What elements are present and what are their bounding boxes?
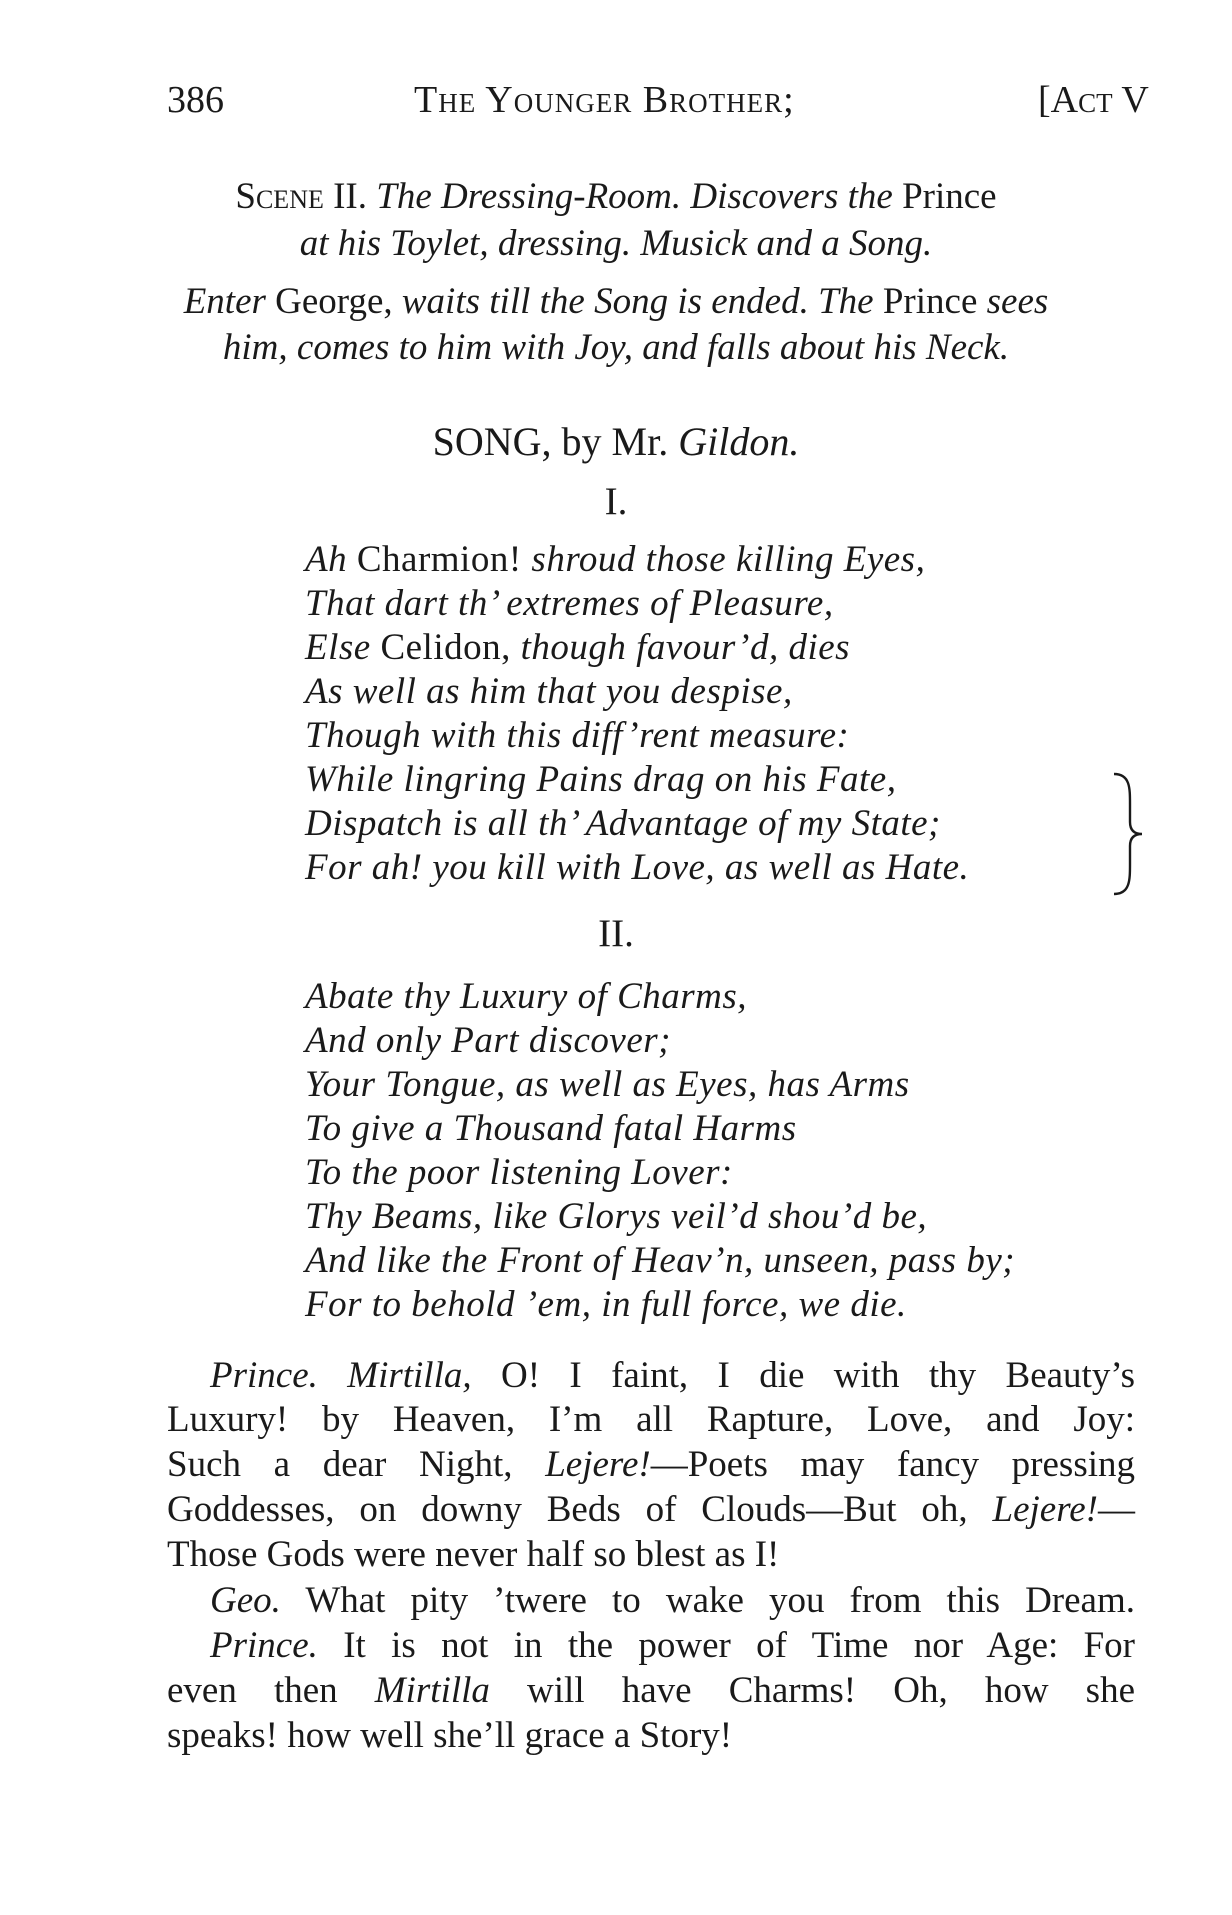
dialogue-line: speaks! how well she’ll grace a Story! [167,1715,733,1756]
verse-line: Though with this diff’rent measure: [305,715,850,756]
act-label: [Act V [1038,79,1149,121]
speaker-name: Prince. [210,1355,318,1396]
page-number: 386 [167,79,224,121]
verse-line: Else Celidon, though favour’d, dies [305,627,851,668]
verse-line: For ah! you kill with Love, as well as Hate. [305,847,970,888]
stage-direction-line-2: him, comes to him with Joy, and falls about his Neck. [222,327,1010,368]
dialogue-line: even then Mirtilla will have Charms! Oh, how she [167,1670,1136,1711]
scene-heading-line-1 [0,175,1232,218]
stanza-number-2: II. [598,912,634,955]
verse-line: While lingring Pains drag on his Fate, [305,759,897,800]
scene-setting: The Dressing-Room. Discovers the [376,176,893,217]
dialogue-line: Goddesses, on downy Beds of Clouds—But oh, Lejere!— [167,1489,1135,1530]
speaker-name: Geo. [210,1580,281,1621]
verse-line: Your Tongue, as well as Eyes, has Arms [305,1064,910,1105]
scene-prince: Prince [902,176,997,217]
verse-line: For to behold ’em, in full force, we die. [305,1284,907,1325]
speaker-name: Prince. [210,1625,318,1666]
verse-line: To the poor listening Lover: [305,1152,733,1193]
scene-heading-line-2: at his Toylet, dressing. Musick and a Song. [299,223,933,264]
stage-direction-line-1: Enter George, waits till the Song is ended. The Prince sees [183,281,1049,322]
running-title: The Younger Brother; [414,79,795,121]
verse-line: Abate thy Luxury of Charms, [305,976,748,1017]
verse-line: And like the Front of Heav’n, unseen, pass by; [305,1240,1016,1281]
verse-line: As well as him that you despise, [305,671,793,712]
dialogue-line: Such a dear Night, Lejere!—Poets may fancy pressing [167,1444,1136,1485]
verse-line: Dispatch is all th’ Advantage of my State; [305,803,941,844]
dialogue-line: Prince. It is not in the power of Time nor Age: For [210,1625,1135,1666]
dialogue-line: Those Gods were never half so blest as I! [167,1534,780,1575]
stanza-number-1: I. [604,480,628,523]
verse-line: Thy Beams, like Glorys veil’d shou’d be, [305,1196,928,1237]
verse-line: And only Part discover; [305,1020,671,1061]
scene-label: Scene II. [235,176,367,217]
dialogue-line: Prince. Mirtilla, O! I faint, I die with thy Beauty’s [210,1355,1136,1396]
triplet-brace-icon [1108,770,1148,898]
song-title: SONG, by Mr. Gildon. [432,419,800,464]
dialogue-line: Luxury! by Heaven, I’m all Rapture, Love, and Joy: [167,1399,1135,1440]
verse-line: To give a Thousand fatal Harms [305,1108,797,1149]
dialogue-line: Geo. What pity ’twere to wake you from this Dream. [210,1580,1135,1621]
verse-line: That dart th’ extremes of Pleasure, [305,583,834,624]
verse-line: Ah Charmion! shroud those killing Eyes, [305,539,926,580]
